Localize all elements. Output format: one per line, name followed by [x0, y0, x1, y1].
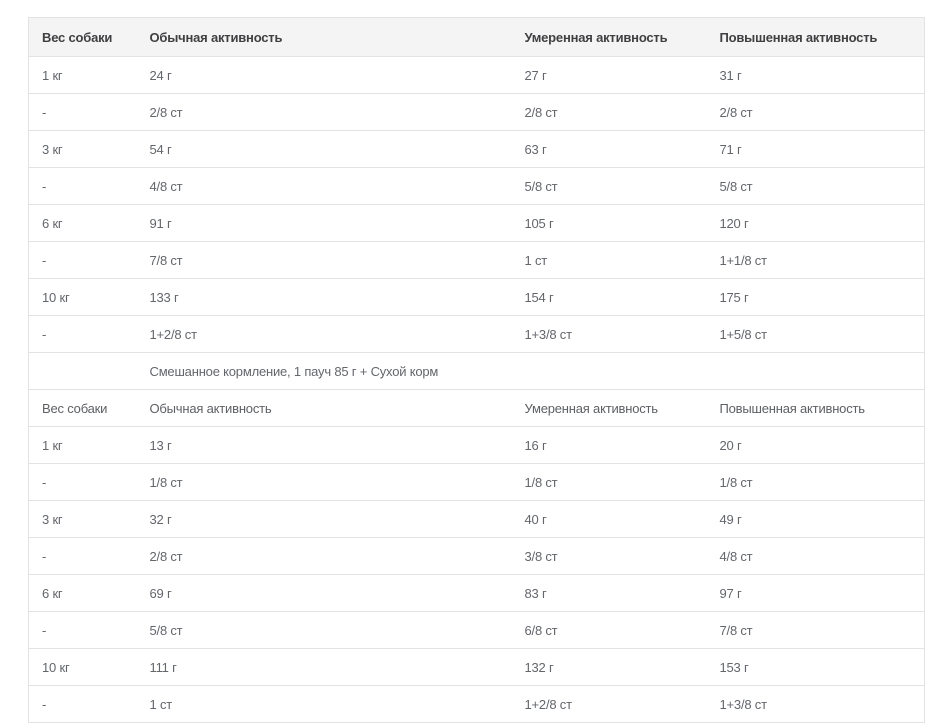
cell-weight: 1 кг: [29, 57, 137, 94]
table-row: [29, 575, 925, 612]
cell-high-activity: 5/8 ст: [707, 168, 925, 205]
cell-moderate-activity: 132 г: [512, 649, 707, 686]
cell-normal-activity: 54 г: [137, 131, 512, 168]
cell-moderate-activity: 40 г: [512, 501, 707, 538]
cell-normal-activity: 133 г: [137, 279, 512, 316]
cell-high-activity: 31 г: [707, 57, 925, 94]
cell-weight: -: [29, 538, 137, 575]
cell-high-activity: 7/8 ст: [707, 612, 925, 649]
cell-normal-activity: 1+2/8 ст: [137, 316, 512, 353]
cell-moderate-activity: 6/8 ст: [512, 612, 707, 649]
cell-normal-activity: 13 г: [137, 427, 512, 464]
cell-normal-activity: 1/8 ст: [137, 464, 512, 501]
col-header-high-activity: Повышенная активность: [707, 18, 925, 57]
table-row: [29, 131, 925, 168]
cell-normal-activity: 69 г: [137, 575, 512, 612]
table-row: [29, 501, 925, 538]
mixed-feeding-header-row: [29, 390, 925, 427]
cell-normal-activity: 111 г: [137, 649, 512, 686]
table-header-row: [29, 18, 925, 57]
cell-moderate-activity: 2/8 ст: [512, 94, 707, 131]
col-header-normal-activity: Обычная активность: [137, 390, 512, 427]
cell-moderate-activity: 83 г: [512, 575, 707, 612]
cell-moderate-activity: 154 г: [512, 279, 707, 316]
cell-high-activity: 120 г: [707, 205, 925, 242]
cell-moderate-activity: 16 г: [512, 427, 707, 464]
cell-high-activity: 2/8 ст: [707, 94, 925, 131]
table-row: [29, 464, 925, 501]
cell-weight: -: [29, 94, 137, 131]
table-row: [29, 57, 925, 94]
cell-weight: -: [29, 686, 137, 723]
cell-high-activity: 71 г: [707, 131, 925, 168]
table-row: [29, 279, 925, 316]
cell-weight: -: [29, 464, 137, 501]
cell-moderate-activity: 105 г: [512, 205, 707, 242]
cell-normal-activity: 2/8 ст: [137, 538, 512, 575]
table-row: [29, 612, 925, 649]
table-row: [29, 168, 925, 205]
table-row: [29, 94, 925, 131]
cell-moderate-activity: 1 ст: [512, 242, 707, 279]
cell-normal-activity: 7/8 ст: [137, 242, 512, 279]
table-row: [29, 316, 925, 353]
cell-high-activity: 49 г: [707, 501, 925, 538]
cell-moderate-activity: 1+2/8 ст: [512, 686, 707, 723]
cell-weight: -: [29, 316, 137, 353]
cell-weight: 6 кг: [29, 575, 137, 612]
col-header-moderate-activity: Умеренная активность: [512, 390, 707, 427]
cell-normal-activity: 91 г: [137, 205, 512, 242]
feeding-table: [28, 17, 925, 723]
cell-moderate-activity: 1/8 ст: [512, 464, 707, 501]
col-header-dog-weight: Вес собаки: [29, 390, 137, 427]
cell-weight: 10 кг: [29, 649, 137, 686]
col-header-moderate-activity: Умеренная активность: [512, 18, 707, 57]
cell-normal-activity: 2/8 ст: [137, 94, 512, 131]
col-header-normal-activity: Обычная активность: [137, 18, 512, 57]
cell-weight: 6 кг: [29, 205, 137, 242]
cell-normal-activity: 32 г: [137, 501, 512, 538]
cell-high-activity: 4/8 ст: [707, 538, 925, 575]
cell-normal-activity: 24 г: [137, 57, 512, 94]
table-row: [29, 242, 925, 279]
cell-empty: [29, 353, 137, 390]
table-row: [29, 427, 925, 464]
cell-high-activity: 20 г: [707, 427, 925, 464]
cell-weight: 3 кг: [29, 131, 137, 168]
table-row: [29, 649, 925, 686]
cell-moderate-activity: 3/8 ст: [512, 538, 707, 575]
col-header-high-activity: Повышенная активность: [707, 390, 925, 427]
col-header-dog-weight: Вес собаки: [29, 18, 137, 57]
cell-weight: 1 кг: [29, 427, 137, 464]
cell-moderate-activity: 5/8 ст: [512, 168, 707, 205]
cell-weight: 3 кг: [29, 501, 137, 538]
cell-weight: -: [29, 168, 137, 205]
cell-high-activity: 1+3/8 ст: [707, 686, 925, 723]
cell-weight: 10 кг: [29, 279, 137, 316]
cell-moderate-activity: 63 г: [512, 131, 707, 168]
cell-normal-activity: 4/8 ст: [137, 168, 512, 205]
cell-weight: -: [29, 242, 137, 279]
feeding-table-container: [28, 17, 924, 723]
cell-normal-activity: 1 ст: [137, 686, 512, 723]
cell-high-activity: 97 г: [707, 575, 925, 612]
cell-high-activity: 1/8 ст: [707, 464, 925, 501]
cell-high-activity: 153 г: [707, 649, 925, 686]
cell-high-activity: 175 г: [707, 279, 925, 316]
table-row: [29, 538, 925, 575]
cell-normal-activity: 5/8 ст: [137, 612, 512, 649]
cell-high-activity: 1+5/8 ст: [707, 316, 925, 353]
cell-moderate-activity: 1+3/8 ст: [512, 316, 707, 353]
cell-high-activity: 1+1/8 ст: [707, 242, 925, 279]
mixed-feeding-label: Смешанное кормление, 1 пауч 85 г + Сухой корм: [137, 353, 925, 390]
cell-moderate-activity: 27 г: [512, 57, 707, 94]
cell-weight: -: [29, 612, 137, 649]
table-row: [29, 205, 925, 242]
dry-food-header: [29, 18, 925, 57]
dry-food-section: [29, 57, 925, 723]
mixed-feeding-divider-row: [29, 353, 925, 390]
